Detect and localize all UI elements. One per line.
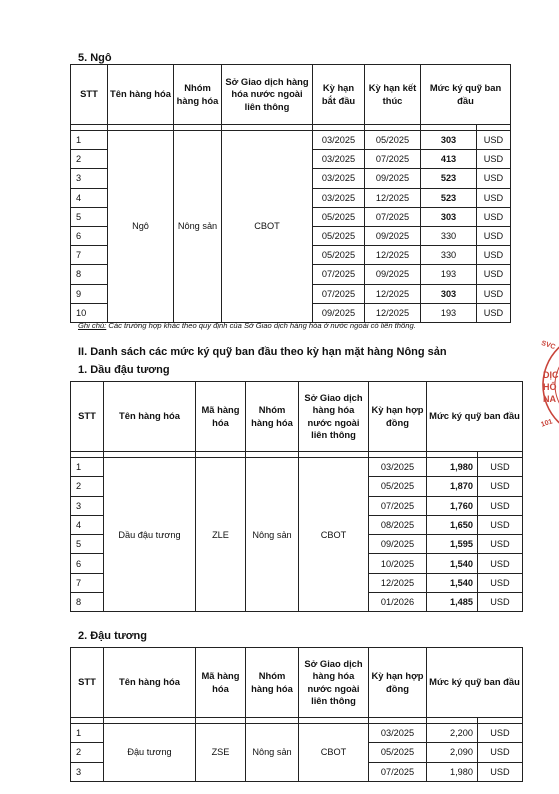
cell-currency: USD — [477, 303, 511, 322]
cell-currency: USD — [478, 496, 523, 515]
cell-stt: 1 — [71, 131, 108, 150]
cell-currency: USD — [477, 226, 511, 245]
stamp-text-1: SVC — [540, 339, 557, 352]
cell-margin: 1,540 — [427, 573, 478, 592]
cell-term: 05/2025 — [369, 477, 427, 496]
cell-exchange: CBOT — [299, 458, 369, 612]
cell-margin: 1,980 — [427, 458, 478, 477]
cell-exchange: CBOT — [222, 131, 313, 323]
cell-margin: 303 — [421, 284, 477, 303]
cell-exchange: CBOT — [299, 724, 369, 782]
cell-stt: 5 — [71, 207, 108, 226]
cell-end: 09/2025 — [365, 226, 421, 245]
col-product: Tên hàng hóa — [104, 648, 196, 718]
stamp-text-4: NA — [543, 394, 556, 404]
stamp-text-2: DỊC — [543, 370, 559, 380]
cell-currency: USD — [478, 515, 523, 534]
cell-margin: 2,200 — [427, 724, 478, 743]
cell-currency: USD — [478, 724, 523, 743]
col-product: Tên hàng hóa — [104, 382, 196, 452]
cell-margin: 1,540 — [427, 554, 478, 573]
cell-stt: 1 — [71, 724, 104, 743]
cell-currency: USD — [478, 573, 523, 592]
cell-currency: USD — [477, 284, 511, 303]
table-row — [71, 458, 523, 477]
cell-start: 05/2025 — [313, 246, 365, 265]
stamp-text-5: 101 — [540, 418, 554, 429]
cell-margin: 330 — [421, 246, 477, 265]
cell-margin: 193 — [421, 265, 477, 284]
cell-stt: 9 — [71, 284, 108, 303]
col-code: Mã hàng hóa — [196, 382, 246, 452]
cell-term: 07/2025 — [369, 496, 427, 515]
cell-start: 03/2025 — [313, 169, 365, 188]
col-start: Kỳ hạn bắt đầu — [313, 65, 365, 125]
cell-margin: 303 — [421, 131, 477, 150]
cell-start: 03/2025 — [313, 131, 365, 150]
cell-end: 07/2025 — [365, 207, 421, 226]
cell-end: 12/2025 — [365, 188, 421, 207]
cell-term: 09/2025 — [369, 535, 427, 554]
cell-currency: USD — [477, 188, 511, 207]
cell-margin: 1,595 — [427, 535, 478, 554]
cell-currency: USD — [477, 150, 511, 169]
cell-currency: USD — [477, 265, 511, 284]
cell-start: 07/2025 — [313, 284, 365, 303]
col-exchange: Sở Giao dịch hàng hóa nước ngoài liên thông — [299, 648, 369, 718]
cell-currency: USD — [478, 535, 523, 554]
soybean-margin-table — [70, 647, 523, 782]
cell-margin: 523 — [421, 188, 477, 207]
cell-start: 03/2025 — [313, 150, 365, 169]
section-ii-title: II. Danh sách các mức ký quỹ ban đầu theo kỳ hạn mặt hàng Nông sản — [78, 346, 447, 358]
cell-currency: USD — [478, 743, 523, 762]
col-end: Kỳ hạn kết thúc — [365, 65, 421, 125]
cell-end: 12/2025 — [365, 284, 421, 303]
soybean-oil-margin-table — [70, 381, 523, 612]
col-margin: Mức ký quỹ ban đầu — [427, 648, 523, 718]
col-group: Nhóm hàng hóa — [246, 382, 299, 452]
cell-margin: 1,870 — [427, 477, 478, 496]
cell-stt: 10 — [71, 303, 108, 322]
stamp-text-3: HỐ — [543, 382, 557, 392]
cell-start: 07/2025 — [313, 265, 365, 284]
cell-stt: 6 — [71, 226, 108, 245]
cell-stt: 3 — [71, 762, 104, 781]
cell-term: 03/2025 — [369, 724, 427, 743]
col-group: Nhóm hàng hóa — [174, 65, 222, 125]
cell-stt: 1 — [71, 458, 104, 477]
col-term: Kỳ hạn hợp đồng — [369, 648, 427, 718]
soybean-oil-title: 1. Dầu đậu tương — [78, 364, 170, 376]
cell-margin: 523 — [421, 169, 477, 188]
cell-margin: 1,650 — [427, 515, 478, 534]
corn-margin-table — [70, 64, 511, 323]
cell-margin: 303 — [421, 207, 477, 226]
cell-start: 09/2025 — [313, 303, 365, 322]
cell-margin: 2,090 — [427, 743, 478, 762]
col-exchange: Sở Giao dịch hàng hóa nước ngoài liên thông — [299, 382, 369, 452]
cell-stt: 7 — [71, 573, 104, 592]
cell-end: 09/2025 — [365, 265, 421, 284]
cell-stt: 2 — [71, 477, 104, 496]
col-margin: Mức ký quỹ ban đầu — [421, 65, 511, 125]
cell-code: ZSE — [196, 724, 246, 782]
cell-currency: USD — [478, 762, 523, 781]
cell-product: Dầu đậu tương — [104, 458, 196, 612]
cell-group: Nông sản — [246, 458, 299, 612]
cell-product: Đậu tương — [104, 724, 196, 782]
cell-code: ZLE — [196, 458, 246, 612]
table-row — [71, 131, 511, 150]
cell-margin: 413 — [421, 150, 477, 169]
cell-stt: 3 — [71, 169, 108, 188]
cell-term: 12/2025 — [369, 573, 427, 592]
cell-currency: USD — [477, 207, 511, 226]
cell-term: 10/2025 — [369, 554, 427, 573]
cell-term: 03/2025 — [369, 458, 427, 477]
cell-end: 07/2025 — [365, 150, 421, 169]
cell-stt: 2 — [71, 743, 104, 762]
cell-end: 05/2025 — [365, 131, 421, 150]
cell-product: Ngô — [108, 131, 174, 323]
footnote-text: Các trường hợp khác theo quy định của Sở Giao dịch hàng hóa ở nước ngoài có liên thông. — [106, 321, 416, 330]
cell-term: 08/2025 — [369, 515, 427, 534]
col-margin: Mức ký quỹ ban đầu — [427, 382, 523, 452]
cell-stt: 8 — [71, 265, 108, 284]
cell-currency: USD — [478, 477, 523, 496]
stamp-fragment — [537, 330, 559, 440]
table-row — [71, 724, 523, 743]
cell-end: 12/2025 — [365, 303, 421, 322]
col-exchange: Sở Giao dịch hàng hóa nước ngoài liên thông — [222, 65, 313, 125]
footnote-label: Ghi chú: — [78, 321, 107, 330]
cell-stt: 6 — [71, 554, 104, 573]
col-code: Mã hàng hóa — [196, 648, 246, 718]
cell-end: 12/2025 — [365, 246, 421, 265]
cell-stt: 2 — [71, 150, 108, 169]
footnote — [78, 321, 416, 330]
cell-stt: 7 — [71, 246, 108, 265]
cell-group: Nông sản — [174, 131, 222, 323]
cell-end: 09/2025 — [365, 169, 421, 188]
col-stt: STT — [71, 382, 104, 452]
cell-currency: USD — [478, 593, 523, 612]
soybean-title: 2. Đậu tương — [78, 630, 147, 642]
col-stt: STT — [71, 65, 108, 125]
cell-margin: 330 — [421, 226, 477, 245]
col-product: Tên hàng hóa — [108, 65, 174, 125]
cell-term: 05/2025 — [369, 743, 427, 762]
cell-currency: USD — [478, 554, 523, 573]
col-group: Nhóm hàng hóa — [246, 648, 299, 718]
cell-stt: 3 — [71, 496, 104, 515]
col-stt: STT — [71, 648, 104, 718]
cell-currency: USD — [477, 169, 511, 188]
cell-currency: USD — [478, 458, 523, 477]
cell-currency: USD — [477, 246, 511, 265]
cell-start: 03/2025 — [313, 188, 365, 207]
cell-margin: 1,980 — [427, 762, 478, 781]
cell-margin: 1,485 — [427, 593, 478, 612]
cell-group: Nông sản — [246, 724, 299, 782]
cell-margin: 1,760 — [427, 496, 478, 515]
cell-stt: 4 — [71, 188, 108, 207]
cell-currency: USD — [477, 131, 511, 150]
cell-term: 01/2026 — [369, 593, 427, 612]
cell-term: 07/2025 — [369, 762, 427, 781]
col-term: Kỳ hạn hợp đồng — [369, 382, 427, 452]
section-5-title: 5. Ngô — [78, 52, 112, 64]
cell-stt: 8 — [71, 593, 104, 612]
cell-stt: 5 — [71, 535, 104, 554]
cell-start: 05/2025 — [313, 226, 365, 245]
cell-start: 05/2025 — [313, 207, 365, 226]
cell-stt: 4 — [71, 515, 104, 534]
cell-margin: 193 — [421, 303, 477, 322]
